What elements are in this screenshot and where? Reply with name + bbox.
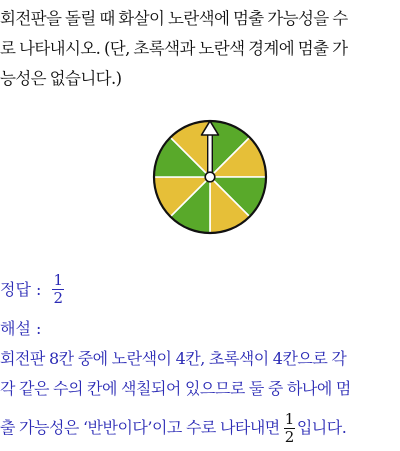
explanation-numerator: 1: [284, 410, 294, 428]
question-text: [0, 4, 400, 94]
explanation-fraction: [284, 411, 295, 446]
spinner-pivot: [205, 172, 215, 182]
question-line: 회전판을 돌릴 때 화살이 노란색에 멈출 가능성을 수: [0, 9, 348, 28]
answer-denominator: 2: [53, 289, 64, 307]
answer-label: 정답 :: [0, 279, 42, 299]
answer: [0, 272, 64, 307]
explanation-last-after: 입니다.: [296, 418, 347, 437]
question-line: 능성은 없습니다.): [0, 69, 122, 88]
explanation-last-before: 출 가능성은 ‘반반이다’이고 수로 나타내면: [0, 418, 280, 437]
answer-numerator: 1: [53, 271, 64, 289]
explanation-denominator: 2: [284, 428, 294, 446]
question-line: 로 나타내시오. (단, 초록색과 노란색 경계에 멈출 가: [0, 39, 348, 58]
explanation-text: [0, 344, 400, 448]
answer-fraction: [52, 272, 64, 307]
explanation-last-line: [0, 408, 400, 448]
explanation-line: 회전판 8칸 중에 노란색이 4칸, 초록색이 4칸으로 각: [0, 349, 347, 368]
explanation-line: 각 같은 수의 칸에 색칠되어 있으므로 둘 중 하나에 멈: [0, 379, 351, 398]
spinner-wheel: [150, 115, 270, 239]
explanation-label: 해설 :: [0, 319, 42, 338]
